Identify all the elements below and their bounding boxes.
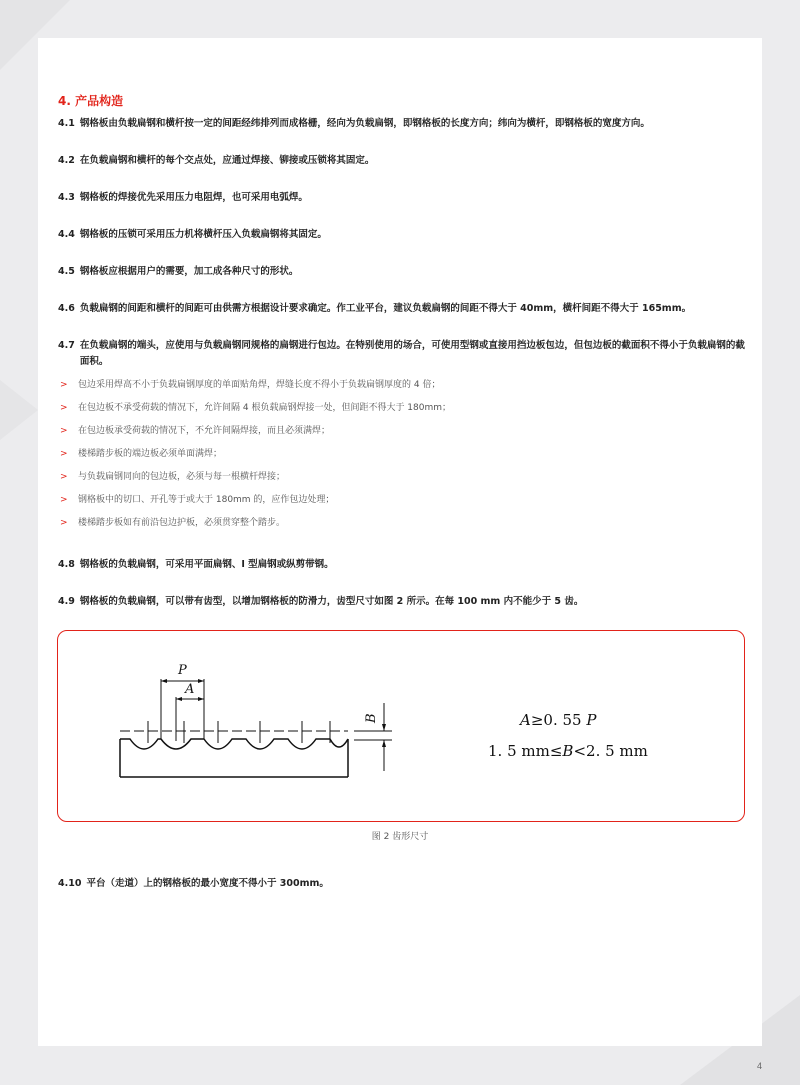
clause-4-5 [58,264,748,280]
arrow-icon [198,697,204,701]
clause-number: 4.9 [58,596,75,607]
clause-text: 钢格板由负载扁钢和横杆按一定的间距经纬排列而成格栅，经向为负载扁钢，即钢格板的长度方向；纬向为横杆，即钢格板的宽度方向。 [79,118,650,129]
list-item [60,420,748,443]
tooth-profile-diagram [58,631,744,821]
clause-4-8 [58,557,748,573]
page-number: 4 [756,1061,762,1071]
clause-number: 4.2 [58,155,75,166]
arrow-icon [382,740,386,747]
list-item-text: 包边采用焊高不小于负载扁钢厚度的单面贴角焊，焊缝长度不得小于负载扁钢厚度的 4 倍； [78,380,441,390]
formula-var: P [586,711,597,729]
arrow-bullet-icon: > [60,403,68,413]
arrow-bullet-icon: > [60,472,68,482]
list-item-text: 钢格板中的切口、开孔等于或大于 180mm 的，应作包边处理； [78,495,335,505]
clause-4-7-bullet-list [58,374,748,535]
arrow-bullet-icon: > [60,518,68,528]
list-item-text: 楼梯踏步板的端边板必须单面满焊； [78,449,223,459]
formula-var: B [562,742,574,760]
label-a: A [185,682,195,697]
list-item [60,466,748,489]
clause-text: 在负载扁钢的端头，应使用与负载扁钢同规格的扁钢进行包边。在特别使用的场合，可使用型钢或直接用挡边板包边，但包边板的截面积不得小于负载扁钢的截面积。 [79,340,745,367]
clause-text: 平台（走道）上的钢格板的最小宽度不得小于 300mm。 [86,878,329,889]
clause-number: 4.7 [58,340,75,351]
formula-2 [488,742,648,760]
tooth-profile [120,739,348,749]
arrow-icon [382,724,386,731]
figure-caption: 图 2 齿形尺寸 [371,832,429,842]
list-item-text: 与负载扁钢同向的包边板，必须与每一根横杆焊接； [78,472,286,482]
document-page [38,38,762,1046]
clause-4-2 [58,153,748,169]
list-item-text: 在包边板承受荷载的情况下，不允许间隔焊接，而且必须满焊； [78,426,331,436]
clause-4-4 [58,227,748,243]
arrow-bullet-icon: > [60,495,68,505]
arrow-bullet-icon: > [60,449,68,459]
list-item [60,443,748,466]
clause-number: 4.4 [58,229,75,240]
clause-4-7 [58,338,748,370]
background-side-shape [0,380,38,440]
formula-text: <2. 5 mm [573,742,648,760]
list-item [60,397,748,420]
section-title: 4. 产品构造 [58,94,124,108]
clause-4-9 [58,594,748,610]
clause-number: 4.3 [58,192,75,203]
clause-number: 4.5 [58,266,75,277]
clause-number: 4.8 [58,559,75,570]
arrow-bullet-icon: > [60,380,68,390]
list-item-text: 在包边板不承受荷载的情况下，允许间隔 4 根负载扁钢焊接一处，但间距不得大于 180mm； [78,403,452,413]
clause-text: 钢格板的负载扁钢，可采用平面扁钢、I 型扁钢或纵剪带钢。 [79,559,334,570]
formula-var: A [520,711,531,729]
clause-4-1 [58,116,748,132]
clause-number: 4.10 [58,878,82,889]
clause-4-10 [58,875,329,889]
clause-text: 在负载扁钢和横杆的每个交点处，应通过焊接、铆接或压锁将其固定。 [79,155,375,166]
arrow-icon [161,679,167,683]
label-b: B [364,713,379,723]
clause-text: 钢格板的负载扁钢，可以带有齿型，以增加钢格板的防滑力，齿型尺寸如图 2 所示。在每 100 mm 内不能少于 5 齿。 [79,596,584,607]
list-item-text: 楼梯踏步板如有前沿包边护板，必须贯穿整个踏步。 [78,518,286,528]
list-item [60,374,748,397]
clause-text: 钢格板应根据用户的需要，加工成各种尺寸的形状。 [79,266,299,277]
clause-4-6 [58,301,748,317]
list-item [60,512,748,535]
clause-text: 钢格板的压锁可采用压力机将横杆压入负载扁钢将其固定。 [79,229,327,240]
clause-number: 4.6 [58,303,75,314]
clause-4-3 [58,190,748,206]
arrow-icon [176,697,182,701]
formula-1 [518,711,597,729]
clause-number: 4.1 [58,118,75,129]
label-p: P [178,663,187,678]
clause-text: 钢格板的焊接优先采用压力电阻焊，也可采用电弧焊。 [79,192,308,203]
clause-text: 负载扁钢的间距和横杆的间距可由供需方根据设计要求确定。作工业平台，建议负载扁钢的间距不得大于 40mm，横杆间距不得大于 165mm。 [79,303,692,314]
content [58,92,748,631]
figure-frame [57,630,745,822]
arrow-icon [198,679,204,683]
arrow-bullet-icon: > [60,426,68,436]
list-item [60,489,748,512]
formula-text: 1. 5 mm≤ [488,742,563,760]
formula-text: ≥0. 55 [530,711,587,729]
